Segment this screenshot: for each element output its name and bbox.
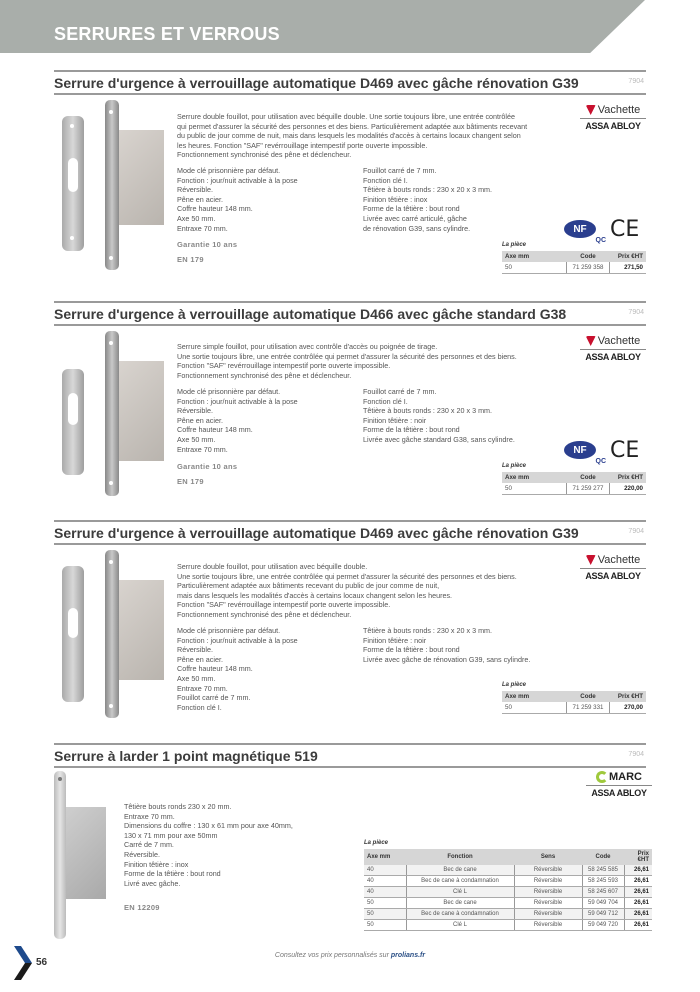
brand-group: ASSA ABLOY (585, 121, 641, 131)
feature-item: de rénovation G39, sans cylindre. (363, 223, 471, 233)
certification-logos (564, 437, 646, 463)
cell-fonction: Clé L (406, 920, 514, 931)
feature-item: Finition têtière : inox (124, 859, 189, 869)
cell-axe: 40 (364, 876, 406, 887)
product-description (177, 112, 527, 160)
cell-code: 59 049 720 (582, 920, 624, 931)
feature-item: Coffre hauteur 148 mm. (177, 664, 253, 674)
description-line: Fonction "SAF" revérrouillage intempestif porte ouverte impossible. (177, 361, 391, 371)
table-row (502, 262, 646, 274)
col-axe: Axe mm (502, 472, 566, 483)
feature-item: Fonction : jour/nuit activable à la pose (177, 175, 298, 185)
cell-price: 271,50 (610, 262, 646, 274)
feature-item: Finition têtière : noir (363, 415, 427, 425)
feature-item: Coffre hauteur 148 mm. (177, 204, 253, 214)
product-section-d469-2 (54, 520, 646, 735)
cell-price: 220,00 (610, 483, 646, 495)
col-code: Code (566, 691, 610, 702)
cell-fonction: Bec de cane à condamnation (406, 909, 514, 920)
nf-certification-icon (564, 220, 606, 244)
feature-item: Réversible. (177, 406, 213, 416)
cell-price: 26,61 (624, 887, 652, 898)
cell-fonction: Clé L (406, 887, 514, 898)
brand-logo-vachette (580, 104, 646, 131)
features-left (177, 626, 363, 712)
col-price: Prix €HT (610, 251, 646, 262)
lock-product-image (54, 550, 164, 715)
norm-label: EN 179 (177, 255, 204, 264)
table-caption: La pièce (364, 840, 389, 846)
product-title: Serrure d'urgence à verrouillage automatique D469 avec gâche rénovation G39 (54, 75, 579, 91)
col-code: Code (582, 849, 624, 865)
feature-item: Têtière bouts ronds 230 x 20 mm. (124, 802, 232, 811)
guarantee-label: Garantie 10 ans (177, 240, 238, 249)
vachette-wordmark (580, 554, 646, 569)
brand-name: Vachette (597, 554, 641, 566)
cell-code: 59 049 712 (582, 909, 624, 920)
feature-item: Fouillot carré de 7 mm. (363, 387, 437, 396)
footer-note (0, 952, 700, 959)
feature-item: Axe 50 mm. (177, 213, 216, 223)
guarantee-label: Garantie 10 ans (177, 462, 238, 471)
nf-certification-icon (564, 441, 606, 465)
product-ref: 7904 (628, 78, 644, 85)
cell-price: 26,61 (624, 898, 652, 909)
feature-item: Mode clé prisonnière par défaut. (177, 387, 281, 396)
table-row (502, 702, 646, 714)
qc-label: QC (595, 237, 606, 244)
feature-item: Fouillot carré de 7 mm. (177, 693, 251, 703)
cell-sens: Réversible (514, 865, 582, 876)
feature-item: Entraxe 70 mm. (124, 811, 175, 821)
lock-product-image (54, 331, 164, 491)
product-title: Serrure d'urgence à verrouillage automatique D469 avec gâche rénovation G39 (54, 525, 579, 541)
qc-label: QC (595, 458, 606, 465)
table-row (364, 865, 652, 876)
brand-group: ASSA ABLOY (585, 352, 641, 362)
cell-fonction: Bec de cane à condamnation (406, 876, 514, 887)
features-left (177, 387, 363, 454)
product-features (177, 387, 563, 454)
feature-item: Fonction clé I. (363, 396, 408, 406)
cell-sens: Réversible (514, 909, 582, 920)
vachette-wordmark (580, 335, 646, 350)
feature-item: Carré de 7 mm. (124, 840, 174, 850)
footer-text: Consultez vos prix personnalisés sur (274, 952, 391, 959)
feature-item: Pêne en acier. (177, 415, 223, 425)
col-price: Prix €HT (624, 849, 652, 865)
lock-product-image (54, 771, 114, 939)
cell-axe: 50 (364, 920, 406, 931)
feature-item: Têtière à bouts ronds : 230 x 20 x 3 mm. (363, 406, 493, 416)
cell-code: 58 245 607 (582, 887, 624, 898)
feature-item: Axe 50 mm. (177, 434, 216, 444)
product-title: Serrure d'urgence à verrouillage automatique D466 avec gâche standard G38 (54, 306, 567, 322)
feature-item: Têtière à bouts ronds : 230 x 20 x 3 mm. (363, 626, 493, 635)
feature-item: Dimensions du coffre : 130 x 61 mm pour axe 40mm, (124, 821, 293, 831)
features-right (363, 387, 563, 454)
price-table (502, 242, 646, 274)
product-header (54, 520, 646, 545)
product-header (54, 70, 646, 95)
col-axe: Axe mm (502, 251, 566, 262)
feature-item: Pêne en acier. (177, 654, 223, 664)
description-line: Serrure double fouillot, pour utilisation avec béquille double. (177, 562, 368, 571)
price-table (502, 463, 646, 495)
vachette-shield-icon (586, 336, 596, 346)
description-line: Fonction "SAF" revérrouillage intempestif porte ouverte impossible. (177, 600, 391, 610)
col-code: Code (566, 251, 610, 262)
brand-logo-marc (586, 771, 652, 798)
features-left (177, 166, 363, 233)
vachette-shield-icon (586, 555, 596, 565)
cell-price: 26,61 (624, 865, 652, 876)
feature-item: Mode clé prisonnière par défaut. (177, 166, 281, 175)
cell-axe: 50 (502, 262, 566, 274)
description-line: qui permet d'assurer la sécurité des personnes et des biens. Particulièrement adaptée aux bâtiments recevant (177, 121, 528, 131)
cell-code: 59 049 704 (582, 898, 624, 909)
brand-name: Vachette (597, 104, 641, 116)
cell-code: 71 259 277 (566, 483, 610, 495)
table-row (364, 909, 652, 920)
cell-sens: Réversible (514, 887, 582, 898)
marc-ring-icon (596, 771, 608, 783)
table-row (364, 887, 652, 898)
marc-wordmark (586, 771, 652, 786)
description-line: Serrure double fouillot, pour utilisation avec béquille double. Une sortie toujours libre, une entrée contrôlée (177, 112, 516, 121)
brand-name: MARC (609, 771, 642, 783)
cell-axe: 40 (364, 865, 406, 876)
product-section-d469-1 (54, 70, 646, 285)
feature-item: Têtière à bouts ronds : 230 x 20 x 3 mm. (363, 185, 493, 195)
brand-group: ASSA ABLOY (591, 788, 647, 798)
description-line: Fonctionnement synchronisé des pêne et déclencheur. (177, 150, 352, 160)
cell-code: 71 259 331 (566, 702, 610, 714)
table-caption: La pièce (502, 242, 527, 248)
footer-link[interactable]: prolians.fr (390, 952, 426, 959)
product-header (54, 743, 646, 768)
page-number: 56 (36, 957, 48, 968)
feature-item: Forme de la têtière : bout rond (363, 425, 460, 435)
description-line: Particulièrement adaptée aux bâtiments recevant du public de jour comme de nuit, (177, 581, 440, 591)
feature-item: Livrée avec carré articulé, gâche (363, 213, 467, 223)
brand-name: Vachette (597, 335, 641, 347)
feature-item: Finition têtière : noir (363, 635, 427, 645)
feature-item: Fonction clé I. (363, 175, 408, 185)
product-description (177, 342, 517, 380)
cell-price: 26,61 (624, 920, 652, 931)
description-line: Serrure simple fouillot, pour utilisation avec contrôle d'accès ou poignée de tirage. (177, 342, 438, 351)
vachette-shield-icon (586, 105, 596, 115)
table-row (364, 898, 652, 909)
brand-logo-vachette (580, 335, 646, 362)
cell-code: 58 245 593 (582, 876, 624, 887)
feature-item: Entraxe 70 mm. (177, 683, 228, 693)
product-title: Serrure à larder 1 point magnétique 519 (54, 748, 318, 764)
category-title: SERRURES ET VERROUS (54, 24, 280, 44)
norm-label: EN 179 (177, 477, 204, 486)
description-line: Fonctionnement synchronisé des pêne et déclencheur. (177, 609, 352, 619)
cell-sens: Réversible (514, 876, 582, 887)
ce-mark-icon: CE (610, 437, 640, 463)
table-header-row (364, 849, 652, 865)
product-ref: 7904 (628, 528, 644, 535)
product-ref: 7904 (628, 309, 644, 316)
col-sens: Sens (514, 849, 582, 865)
ce-mark-icon: CE (610, 216, 640, 242)
nf-label: NF (573, 223, 587, 235)
price-table-519 (364, 840, 652, 931)
table-row (364, 876, 652, 887)
feature-item: Pêne en acier. (177, 194, 223, 204)
feature-item: Mode clé prisonnière par défaut. (177, 626, 281, 635)
product-section-d466 (54, 301, 646, 516)
description-line: Fonctionnement synchronisé des pêne et déclencheur. (177, 370, 352, 380)
product-features (177, 166, 563, 233)
cell-axe: 50 (364, 909, 406, 920)
feature-item: Livrée avec gâche standard G38, sans cylindre. (363, 434, 515, 444)
col-code: Code (566, 472, 610, 483)
cell-sens: Réversible (514, 898, 582, 909)
col-price: Prix €HT (610, 472, 646, 483)
feature-item: Livrée avec gâche de rénovation G39, sans cylindre. (363, 654, 531, 664)
description-line: mais dans lesquels les modalités d'accès à certains locaux changent selon les heures. (177, 590, 453, 600)
feature-item: Réversible. (124, 849, 160, 859)
cell-price: 26,61 (624, 876, 652, 887)
cell-axe: 50 (502, 702, 566, 714)
description-line: Une sortie toujours libre, une entrée contrôlée qui permet d'assurer la sécurité des personnes et des biens. (177, 351, 517, 361)
description-line: Une sortie toujours libre, une entrée contrôlée qui permet d'assurer la sécurité des personnes et des biens. (177, 571, 517, 581)
description-line: du public de jour comme de nuit, mais dans lesquels les modalités d'accès à certains locaux changent selon (177, 131, 521, 141)
table-header-row (502, 691, 646, 702)
feature-item: Réversible. (177, 185, 213, 195)
feature-item: Fonction : jour/nuit activable à la pose (177, 635, 298, 645)
feature-item: Finition têtière : inox (363, 194, 428, 204)
product-ref: 7904 (628, 751, 644, 758)
cell-price: 270,00 (610, 702, 646, 714)
vachette-wordmark (580, 104, 646, 119)
table-row (502, 483, 646, 495)
cell-code: 71 259 358 (566, 262, 610, 274)
feature-item: Livré avec gâche. (124, 878, 181, 888)
cell-fonction: Bec de cane (406, 898, 514, 909)
feature-item: Fonction clé I. (177, 702, 222, 712)
nf-label: NF (573, 444, 587, 456)
cell-code: 58 245 585 (582, 865, 624, 876)
table-row (364, 920, 652, 931)
table-header-row (502, 251, 646, 262)
certification-logos (564, 216, 646, 242)
feature-item: 130 x 71 mm pour axe 50mm (124, 830, 218, 840)
col-price: Prix €HT (610, 691, 646, 702)
feature-item: Réversible. (177, 645, 213, 655)
table-caption: La pièce (502, 682, 527, 688)
feature-item: Forme de la têtière : bout rond (124, 869, 221, 879)
features-right (363, 166, 563, 233)
col-axe: Axe mm (364, 849, 406, 865)
feature-item: Axe 50 mm. (177, 673, 216, 683)
product-description (177, 562, 517, 620)
col-fonction: Fonction (406, 849, 514, 865)
cell-axe: 50 (364, 898, 406, 909)
feature-item: Fonction : jour/nuit activable à la pose (177, 396, 298, 406)
table-caption: La pièce (502, 463, 527, 469)
feature-item: Forme de la têtière : bout rond (363, 204, 460, 214)
table-header-row (502, 472, 646, 483)
cell-axe: 50 (502, 483, 566, 495)
cell-sens: Réversible (514, 920, 582, 931)
product-header (54, 301, 646, 326)
product-features (124, 802, 293, 888)
norm-label: EN 12209 (124, 903, 160, 912)
cell-axe: 40 (364, 887, 406, 898)
feature-item: Coffre hauteur 148 mm. (177, 425, 253, 435)
cell-price: 26,61 (624, 909, 652, 920)
feature-item: Forme de la têtière : bout rond (363, 645, 460, 655)
lock-product-image (54, 100, 164, 250)
brand-logo-vachette (580, 554, 646, 581)
category-banner (0, 0, 700, 53)
price-table (502, 682, 646, 714)
description-line: les heures. Fonction "SAF" revérrouillage intempestif porte ouverte impossible. (177, 140, 428, 150)
brand-group: ASSA ABLOY (585, 571, 641, 581)
feature-item: Fouillot carré de 7 mm. (363, 166, 437, 175)
feature-item: Entraxe 70 mm. (177, 223, 228, 233)
feature-item: Entraxe 70 mm. (177, 444, 228, 454)
col-axe: Axe mm (502, 691, 566, 702)
cell-fonction: Bec de cane (406, 865, 514, 876)
